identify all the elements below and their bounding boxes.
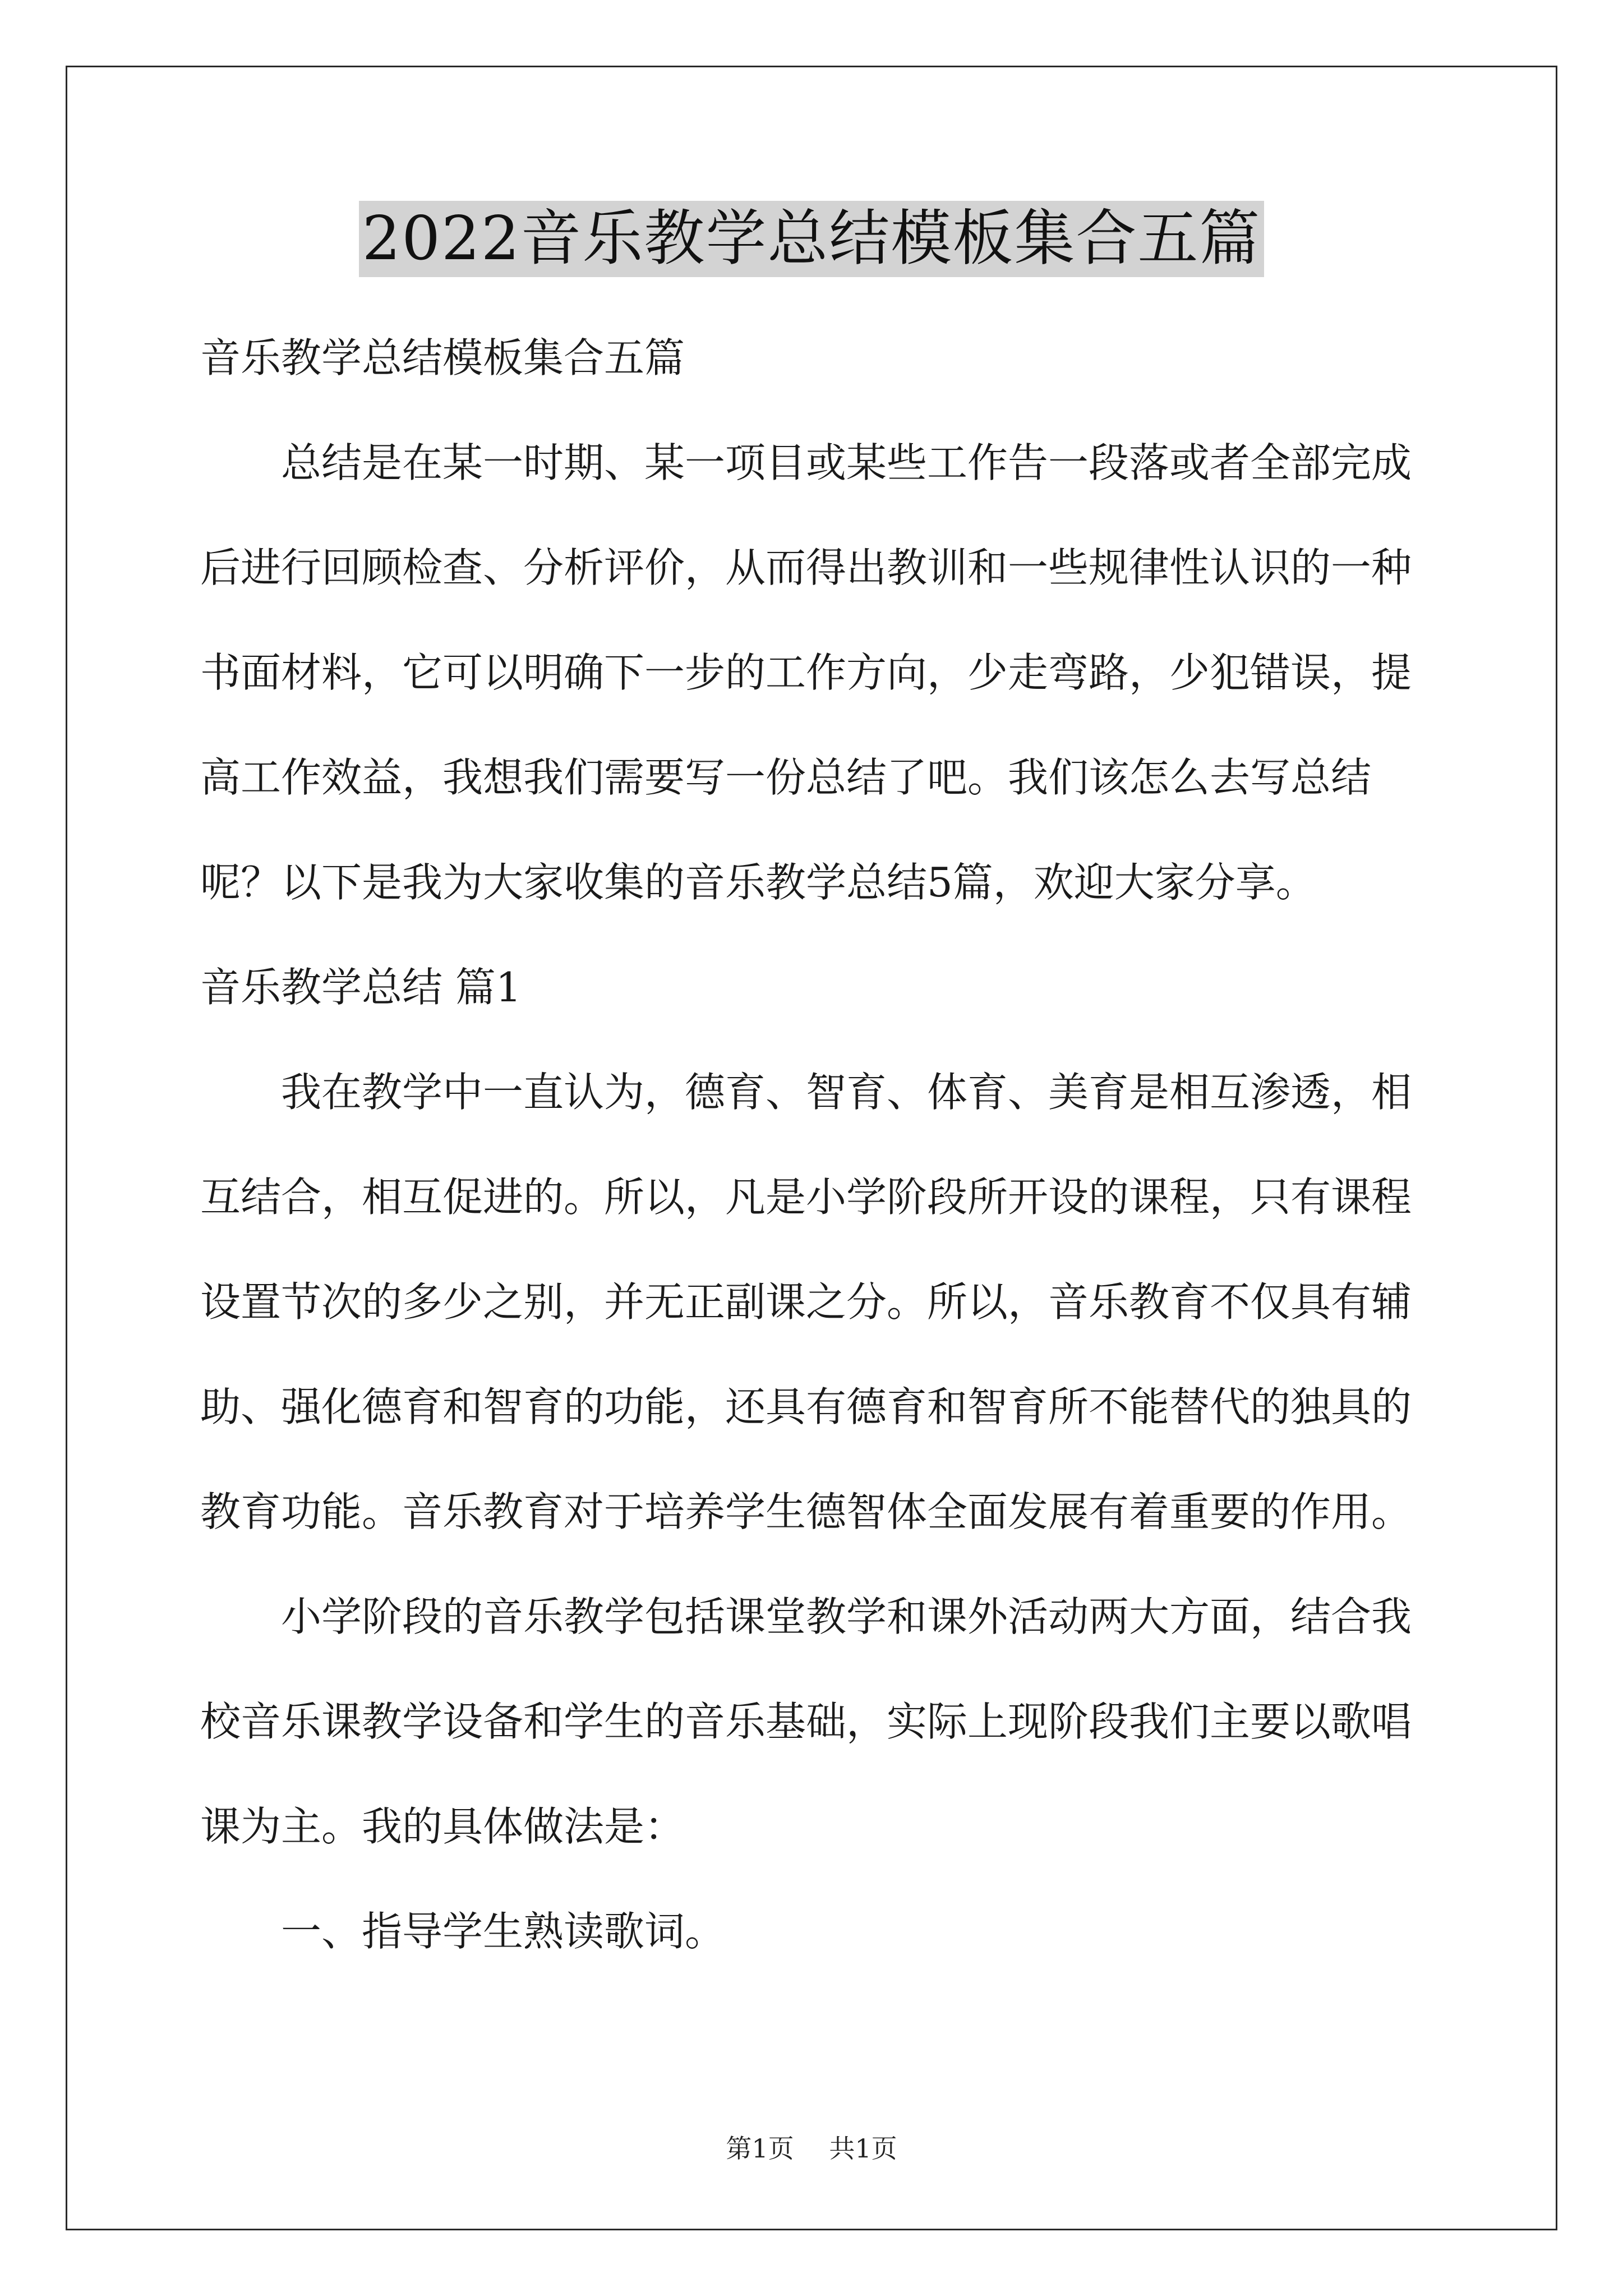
page-number-total: 共1页 [829, 2133, 897, 2164]
body-paragraph: 我在教学中一直认为，德育、智育、体育、美育是相互渗透，相互结合，相互促进的。所以，凡是小学阶段所开设的课程，只有课程设置节次的多少之别，并无正副课之分。所以，音乐教育不仅具有辅助、强化德育和智育的功能，还具有德育和智育所不能替代的独具的教育功能。音乐教育对于培养学生德智体全面发展有着重要的作用。 [200, 1069, 1412, 1535]
body-paragraph: 小学阶段的音乐教学包括课堂教学和课外活动两大方面，结合我校音乐课教学设备和学生的音乐基础，实际上现阶段我们主要以歌唱课为主。我的具体做法是： [200, 1593, 1412, 1850]
page-footer [0, 2132, 1623, 2165]
title-container [0, 201, 1623, 277]
document-body [200, 306, 1428, 1984]
intro-paragraph: 总结是在某一时期、某一项目或某些工作告一段落或者全部完成后进行回顾检查、分析评价，从而得出教训和一些规律性认识的一种书面材料，它可以明确下一步的工作方向，少走弯路，少犯错误，提高工作效益，我想我们需要写一份总结了吧。我们该怎么去写总结呢？以下是我为大家收集的音乐教学总结5篇，欢迎大家分享。 [200, 439, 1412, 906]
page-number-current: 第1页 [726, 2133, 794, 2164]
document-title: 2022音乐教学总结模板集合五篇 [359, 201, 1265, 277]
list-item-paragraph: 一、指导学生熟读歌词。 [281, 1908, 726, 1955]
section-heading: 音乐教学总结 篇1 [200, 964, 522, 1011]
subtitle-paragraph: 音乐教学总结模板集合五篇 [200, 334, 685, 381]
